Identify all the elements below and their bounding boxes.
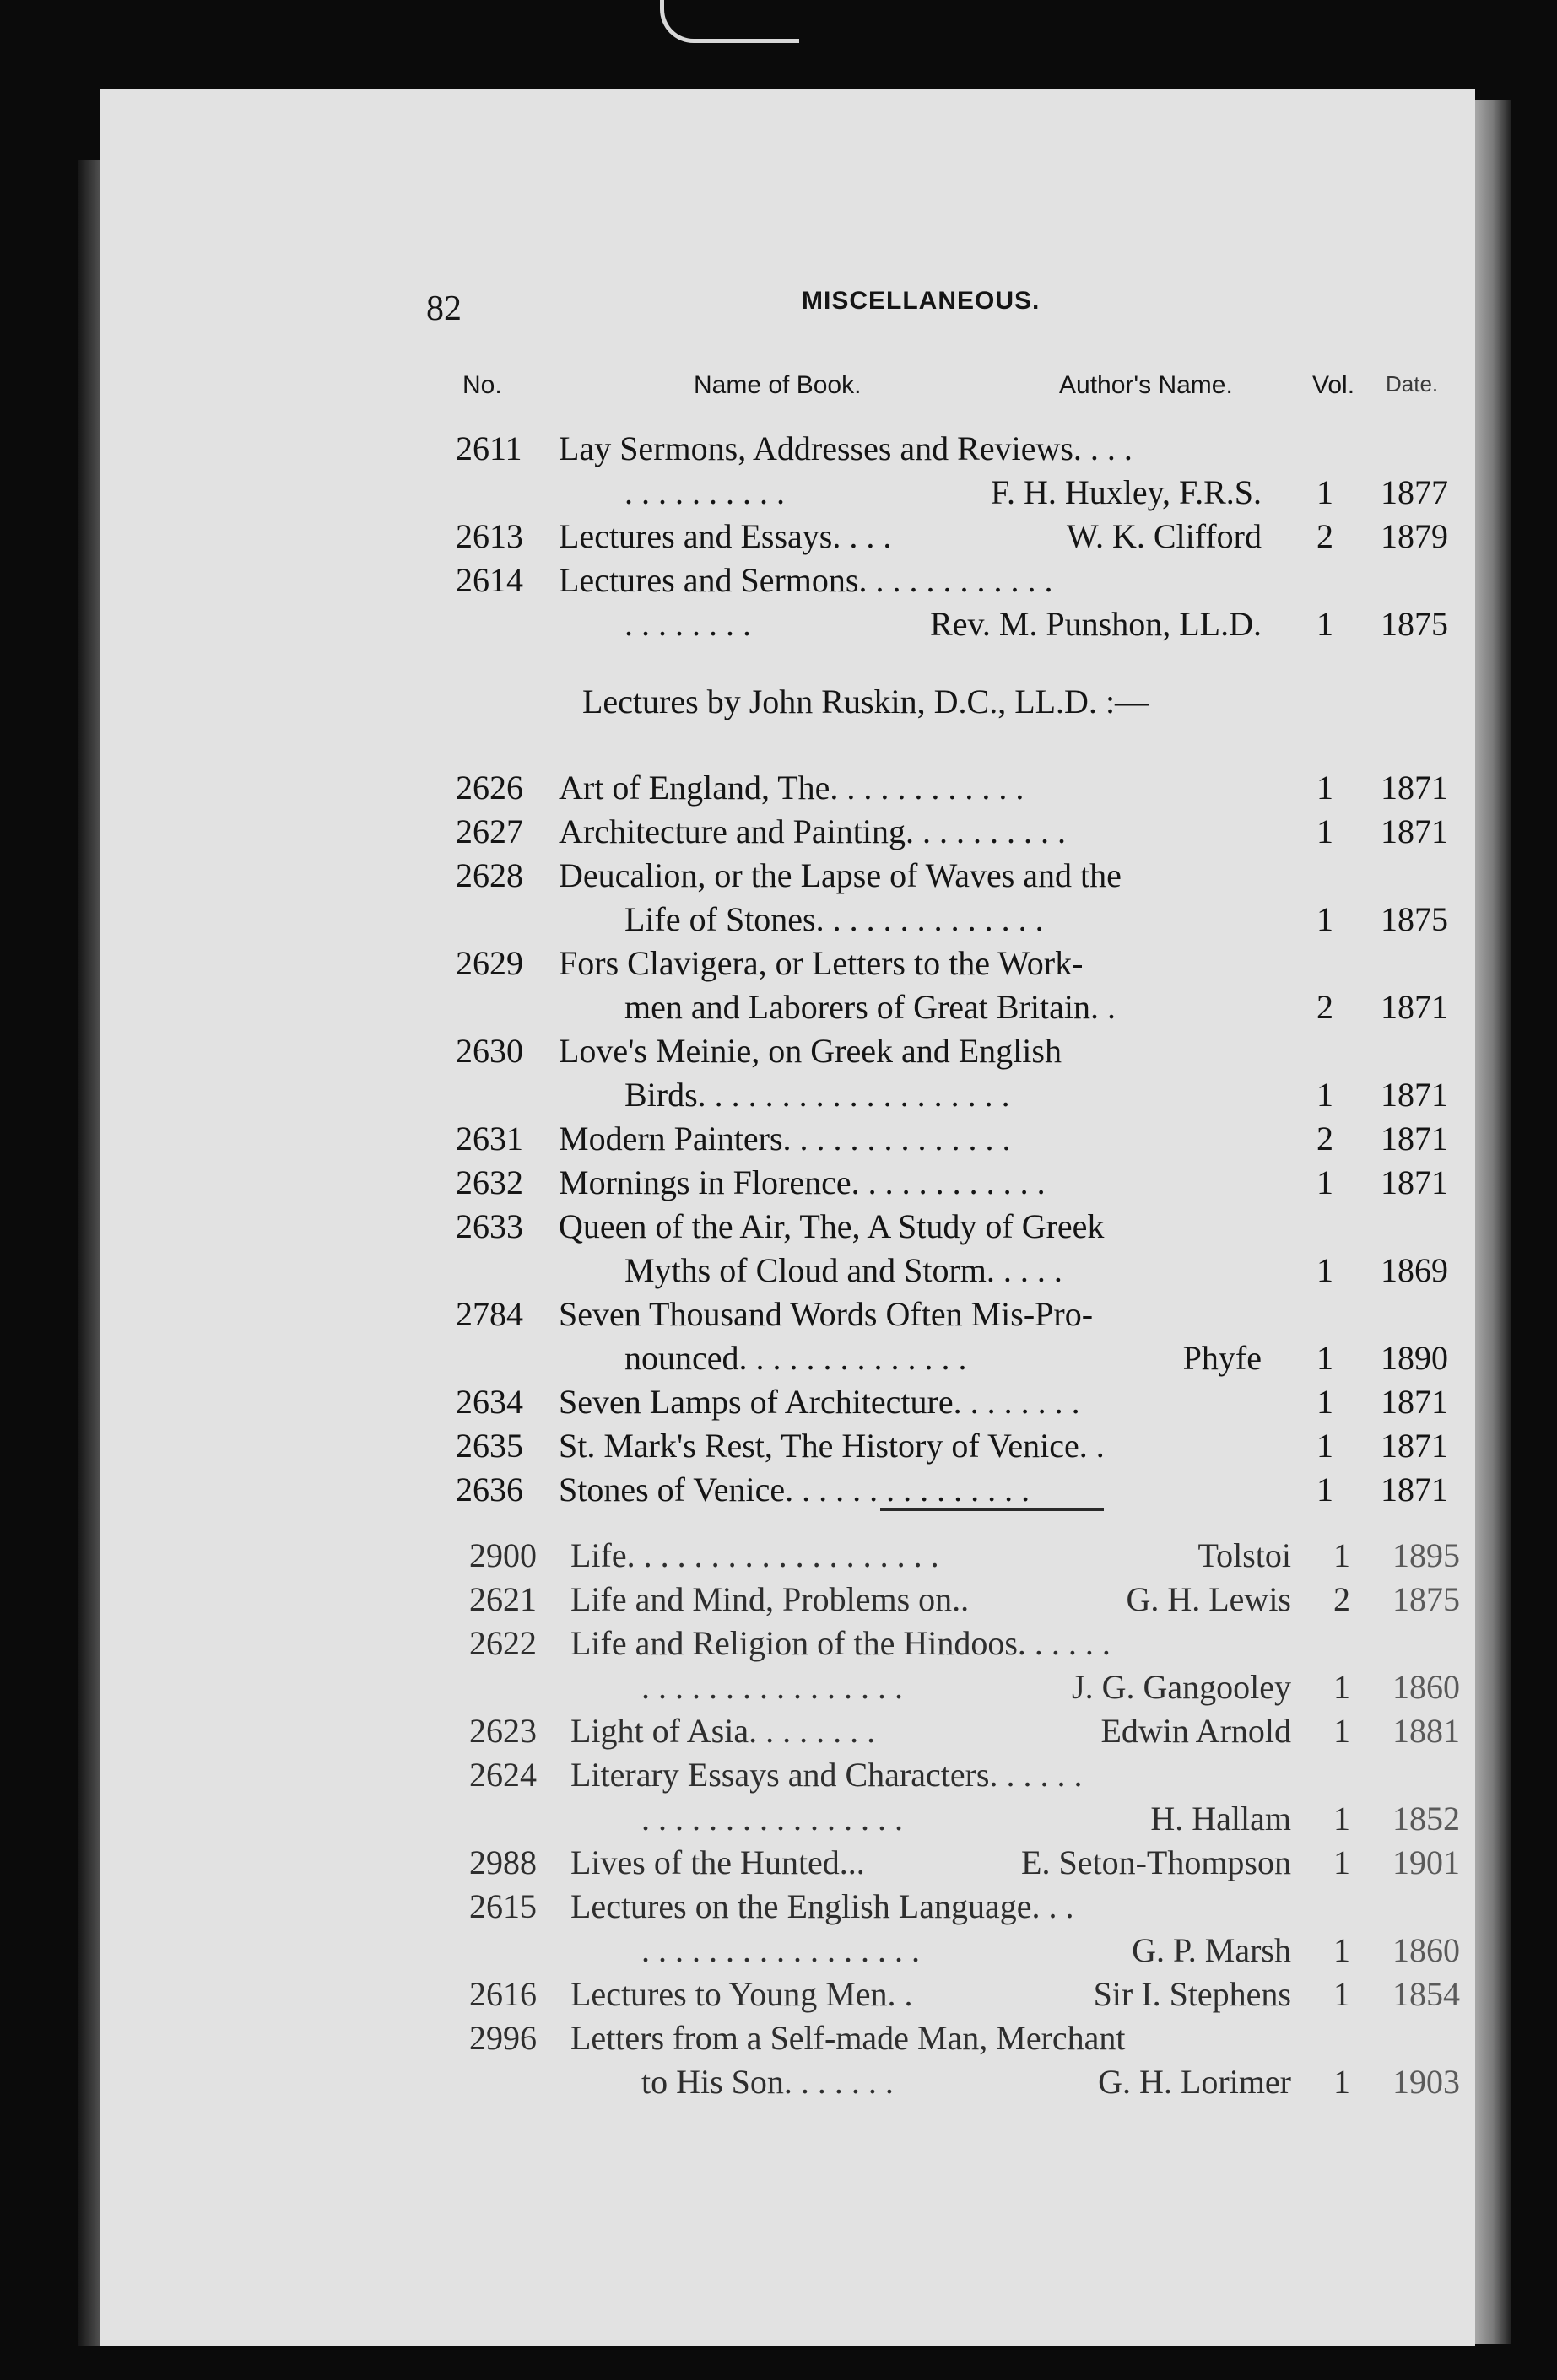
entry-volumes: 1 [1316, 605, 1333, 643]
catalog-entry [0, 1755, 1557, 1797]
catalog-entry-continuation [0, 1799, 1557, 1841]
entry-number: 2628 [456, 856, 523, 894]
entry-title-continuation: . . . . . . . . . . [624, 473, 785, 511]
entry-volumes: 1 [1316, 1076, 1333, 1114]
catalog-entry [0, 1843, 1557, 1885]
catalog-entry [0, 1711, 1557, 1753]
entry-title-continuation: Myths of Cloud and Storm. . . . . [624, 1251, 1062, 1289]
entry-author: G. P. Marsh [1132, 1931, 1291, 1969]
catalog-entry-continuation [0, 1930, 1557, 1973]
entry-title: Life and Mind, Problems on.. [570, 1580, 970, 1618]
entry-volumes: 2 [1316, 517, 1333, 555]
catalog-entry [0, 516, 1557, 559]
entry-title: Seven Thousand Words Often Mis-Pro- [559, 1295, 1094, 1333]
entry-author: Phyfe [1182, 1339, 1262, 1377]
entry-number: 2635 [456, 1427, 523, 1465]
entry-author: Edwin Arnold [1100, 1712, 1291, 1750]
entry-title-continuation: men and Laborers of Great Britain. . [624, 988, 1116, 1026]
entry-volumes: 1 [1316, 473, 1333, 511]
column-header-name: Name of Book. [694, 371, 862, 399]
entry-date: 1903 [1392, 2063, 1460, 2101]
entry-date: 1852 [1392, 1800, 1460, 1838]
entry-author: G. H. Lewis [1126, 1580, 1291, 1618]
entry-number: 2634 [456, 1383, 523, 1421]
entry-date: 1871 [1381, 988, 1448, 1026]
entry-title: Lectures and Sermons. . . . . . . . . . . . [559, 561, 1053, 599]
entry-title: Life and Religion of the Hindoos. . . . . . [570, 1624, 1111, 1662]
entry-author: W. K. Clifford [1066, 517, 1262, 555]
entry-volumes: 1 [1316, 769, 1333, 807]
catalog-entry [0, 1886, 1557, 1929]
catalog-entry [0, 1974, 1557, 2016]
entry-number: 2627 [456, 812, 523, 850]
entry-number: 2784 [456, 1295, 523, 1333]
entry-volumes: 1 [1316, 900, 1333, 938]
entry-title: Fors Clavigera, or Letters to the Work- [559, 944, 1084, 982]
entry-author: G. H. Lorimer [1098, 2063, 1291, 2101]
entry-number: 2623 [469, 1712, 537, 1750]
entry-number: 2900 [469, 1536, 537, 1574]
catalog-entry [0, 1579, 1557, 1622]
page-number: 82 [426, 289, 462, 328]
entry-title: St. Mark's Rest, The History of Venice. . [559, 1427, 1105, 1465]
catalog-entry [0, 1294, 1557, 1336]
catalog-entry [0, 1031, 1557, 1073]
catalog-entry [0, 1426, 1557, 1468]
catalog-entry [0, 1119, 1557, 1161]
catalog-entry-continuation [0, 1338, 1557, 1380]
entry-title-continuation: . . . . . . . . . . . . . . . . . [641, 1931, 920, 1969]
entry-date: 1890 [1381, 1339, 1448, 1377]
entry-title: Mornings in Florence. . . . . . . . . . . . [559, 1163, 1046, 1201]
entry-date: 1881 [1392, 1712, 1460, 1750]
entry-date: 1875 [1381, 900, 1448, 938]
entry-volumes: 1 [1333, 1712, 1350, 1750]
entry-volumes: 1 [1333, 2063, 1350, 2101]
entry-volumes: 1 [1316, 1163, 1333, 1201]
entry-title-continuation: nounced. . . . . . . . . . . . . . [624, 1339, 967, 1377]
entry-title: Queen of the Air, The, A Study of Greek [559, 1207, 1105, 1245]
entry-date: 1871 [1381, 1120, 1448, 1158]
catalog-entry [0, 1382, 1557, 1424]
entry-title: Art of England, The. . . . . . . . . . . . [559, 769, 1024, 807]
entry-author: Sir I. Stephens [1093, 1975, 1291, 2013]
catalog-entry [0, 768, 1557, 810]
catalog-entry [0, 1623, 1557, 1665]
entry-volumes: 1 [1333, 1668, 1350, 1706]
entry-title: Light of Asia. . . . . . . . [570, 1712, 876, 1750]
catalog-entry [0, 943, 1557, 985]
entry-volumes: 2 [1316, 988, 1333, 1026]
entry-number: 2624 [469, 1756, 537, 1794]
entry-date: 1871 [1381, 1471, 1448, 1508]
ruskin-section-heading: Lectures by John Ruskin, D.C., LL.D. :— [582, 683, 1149, 720]
entry-number: 2996 [469, 2019, 537, 2057]
entry-number: 2621 [469, 1580, 537, 1618]
entry-title: Deucalion, or the Lapse of Waves and the [559, 856, 1122, 894]
entry-number: 2614 [456, 561, 523, 599]
entry-author: F. H. Huxley, F.R.S. [990, 473, 1262, 511]
entry-title-continuation: to His Son. . . . . . . [641, 2063, 894, 2101]
entry-title: Love's Meinie, on Greek and English [559, 1032, 1062, 1070]
entry-title: Architecture and Painting. . . . . . . . . . [559, 812, 1066, 850]
entry-date: 1860 [1392, 1931, 1460, 1969]
entry-date: 1875 [1392, 1580, 1460, 1618]
entry-title: Lectures on the English Language. . . [570, 1887, 1074, 1925]
catalog-entry [0, 1470, 1557, 1512]
entry-number: 2630 [456, 1032, 523, 1070]
column-header-date: Date. [1386, 371, 1439, 397]
entry-volumes: 1 [1316, 1339, 1333, 1377]
entry-title: Modern Painters. . . . . . . . . . . . . . [559, 1120, 1011, 1158]
catalog-entry [0, 2018, 1557, 2060]
entry-date: 1877 [1381, 473, 1448, 511]
catalog-entry [0, 560, 1557, 602]
entry-title-continuation: Life of Stones. . . . . . . . . . . . . . [624, 900, 1044, 938]
entry-title: Life. . . . . . . . . . . . . . . . . . . [570, 1536, 939, 1574]
entry-volumes: 1 [1333, 1931, 1350, 1969]
entry-volumes: 1 [1316, 1471, 1333, 1508]
catalog-entry [0, 855, 1557, 898]
entry-date: 1875 [1381, 605, 1448, 643]
catalog-entry-continuation [0, 1075, 1557, 1117]
entry-number: 2613 [456, 517, 523, 555]
entry-date: 1871 [1381, 1076, 1448, 1114]
running-head: MISCELLANEOUS. [802, 287, 1041, 315]
entry-volumes: 1 [1316, 812, 1333, 850]
entry-title: Lay Sermons, Addresses and Reviews. . . . [559, 429, 1133, 467]
entry-date: 1854 [1392, 1975, 1460, 2013]
catalog-entry-continuation [0, 1250, 1557, 1293]
entry-title: Letters from a Self-made Man, Merchant [570, 2019, 1126, 2057]
entry-volumes: 1 [1316, 1383, 1333, 1421]
entry-volumes: 1 [1333, 1800, 1350, 1838]
entry-date: 1871 [1381, 812, 1448, 850]
entry-date: 1871 [1381, 1427, 1448, 1465]
catalog-entry-continuation [0, 604, 1557, 646]
catalog-entry [0, 429, 1557, 471]
entry-title-continuation: . . . . . . . . . . . . . . . . [641, 1800, 903, 1838]
entry-number: 2632 [456, 1163, 523, 1201]
catalog-entry-continuation [0, 987, 1557, 1029]
entry-date: 1871 [1381, 1383, 1448, 1421]
entry-number: 2629 [456, 944, 523, 982]
entry-title: Lives of the Hunted... [570, 1843, 865, 1881]
catalog-entry-continuation [0, 1667, 1557, 1709]
entry-author: H. Hallam [1150, 1800, 1291, 1838]
catalog-entry-continuation [0, 2062, 1557, 2104]
entry-volumes: 1 [1316, 1427, 1333, 1465]
entry-number: 2631 [456, 1120, 523, 1158]
entry-date: 1871 [1381, 1163, 1448, 1201]
column-header-vol: Vol. [1312, 371, 1355, 399]
entry-title: Seven Lamps of Architecture. . . . . . . . [559, 1383, 1080, 1421]
entry-author: Rev. M. Punshon, LL.D. [930, 605, 1262, 643]
entry-number: 2636 [456, 1471, 523, 1508]
entry-volumes: 1 [1333, 1975, 1350, 2013]
entry-number: 2626 [456, 769, 523, 807]
catalog-entry [0, 1163, 1557, 1205]
column-header-no: No. [462, 371, 502, 399]
entry-date: 1879 [1381, 517, 1448, 555]
entry-title-continuation: . . . . . . . . . . . . . . . . [641, 1668, 903, 1706]
entry-number: 2615 [469, 1887, 537, 1925]
catalog-entry [0, 1206, 1557, 1249]
catalog-entry-continuation [0, 472, 1557, 515]
entry-volumes: 2 [1333, 1580, 1350, 1618]
entry-number: 2611 [456, 429, 522, 467]
catalog-entry-continuation [0, 899, 1557, 942]
entry-volumes: 2 [1316, 1120, 1333, 1158]
entry-title: Lectures and Essays. . . . [559, 517, 892, 555]
entry-title: Literary Essays and Characters. . . . . . [570, 1756, 1083, 1794]
entry-author: J. G. Gangooley [1072, 1668, 1291, 1706]
entry-date: 1871 [1381, 769, 1448, 807]
entry-date: 1901 [1392, 1843, 1460, 1881]
catalog-entry [0, 1535, 1557, 1578]
entry-title-continuation: Birds. . . . . . . . . . . . . . . . . . . [624, 1076, 1010, 1114]
entry-volumes: 1 [1316, 1251, 1333, 1289]
entry-date: 1869 [1381, 1251, 1448, 1289]
entry-date: 1860 [1392, 1668, 1460, 1706]
entry-volumes: 1 [1333, 1843, 1350, 1881]
entry-title-continuation: . . . . . . . . [624, 605, 751, 643]
entry-title: Stones of Venice. . . . . . . . . . . . . . . [559, 1471, 1030, 1508]
entry-number: 2616 [469, 1975, 537, 2013]
entry-volumes: 1 [1333, 1536, 1350, 1574]
entry-author: Tolstoi [1197, 1536, 1291, 1574]
column-header-author: Author's Name. [1059, 371, 1233, 399]
entry-number: 2622 [469, 1624, 537, 1662]
entry-title: Lectures to Young Men. . [570, 1975, 913, 2013]
entry-number: 2633 [456, 1207, 523, 1245]
catalog-entry [0, 812, 1557, 854]
entry-number: 2988 [469, 1843, 537, 1881]
entry-date: 1895 [1392, 1536, 1460, 1574]
entry-author: E. Seton-Thompson [1021, 1843, 1291, 1881]
